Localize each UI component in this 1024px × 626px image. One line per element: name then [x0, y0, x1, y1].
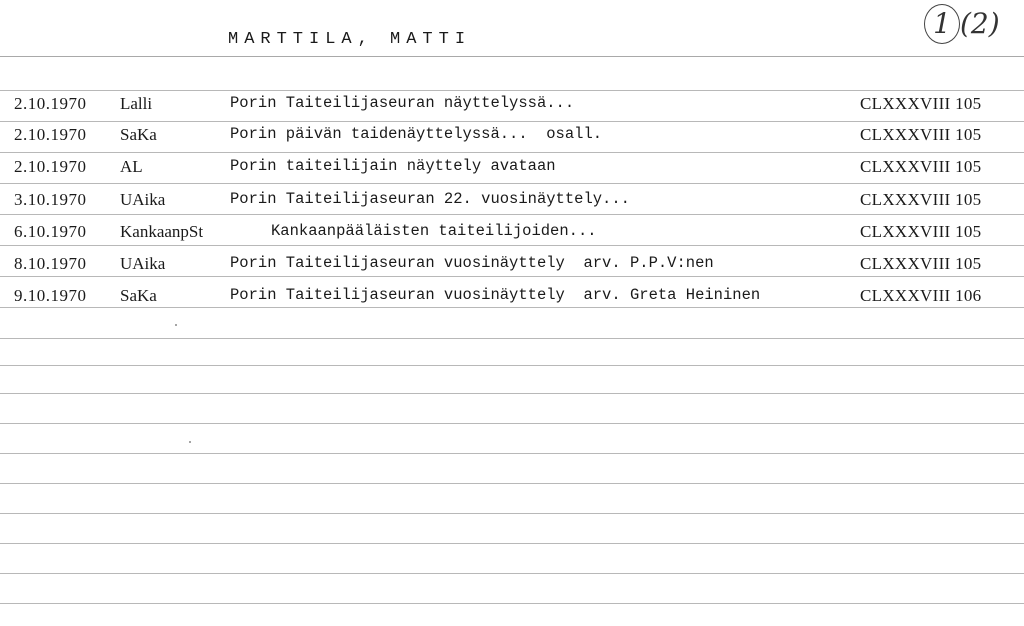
- card-title: MARTTILA, MATTI: [228, 30, 472, 49]
- entry-reference: CLXXXVIII 105: [860, 222, 982, 241]
- entry-headline: Porin Taiteilijaseuran vuosinäyttely arv. Greta Heininen: [230, 286, 761, 304]
- entry-date: 2.10.1970: [14, 125, 87, 144]
- entry-paper: Lalli: [120, 94, 153, 113]
- entry-reference: CLXXXVIII 105: [860, 190, 982, 209]
- entry-reference: CLXXXVIII 105: [860, 254, 982, 273]
- entry-reference: CLXXXVIII 105: [860, 125, 982, 144]
- entry-headline: Porin Taiteilijaseuran näyttelyssä...: [230, 94, 575, 112]
- ruled-line: [0, 365, 1024, 366]
- ruled-line: [0, 483, 1024, 484]
- entry-row: [0, 94, 1024, 118]
- entry-headline: Porin Taiteilijaseuran 22. vuosinäyttely...: [230, 190, 630, 208]
- entry-row: [0, 286, 1024, 310]
- ruled-line: [0, 543, 1024, 544]
- entry-headline: Porin päivän taidenäyttelyssä... osall.: [230, 125, 603, 143]
- ruled-line: [0, 338, 1024, 339]
- ruled-line: [0, 90, 1024, 91]
- ruled-line: [0, 152, 1024, 153]
- entry-headline: Porin Taiteilijaseuran vuosinäyttely arv. P.P.V:nen: [230, 254, 714, 272]
- entry-date: 9.10.1970: [14, 286, 87, 305]
- entry-paper: SaKa: [120, 286, 157, 305]
- entry-row: [0, 190, 1024, 214]
- entry-headline: Kankaanpääläisten taiteilijoiden...: [271, 222, 597, 240]
- entry-date: 2.10.1970: [14, 94, 87, 113]
- ruled-line: [0, 393, 1024, 394]
- entry-reference: CLXXXVIII 106: [860, 286, 982, 305]
- entry-paper: SaKa: [120, 125, 157, 144]
- entry-paper: KankaanpSt: [120, 222, 204, 241]
- speck: [189, 441, 191, 443]
- card-number-circled: 1: [924, 4, 960, 44]
- entry-row: [0, 125, 1024, 149]
- entry-paper: UAika: [120, 254, 166, 273]
- entry-paper: UAika: [120, 190, 166, 209]
- entry-reference: CLXXXVIII 105: [860, 94, 982, 113]
- header-rule: [0, 56, 1024, 57]
- entry-date: 8.10.1970: [14, 254, 87, 273]
- ruled-line: [0, 121, 1024, 122]
- ruled-line: [0, 214, 1024, 215]
- entry-date: 6.10.1970: [14, 222, 87, 241]
- entry-row: [0, 254, 1024, 278]
- ruled-line: [0, 513, 1024, 514]
- entry-date: 3.10.1970: [14, 190, 87, 209]
- ruled-line: [0, 573, 1024, 574]
- card-total: (2): [960, 7, 1000, 40]
- entry-headline: Porin taiteilijain näyttely avataan: [230, 157, 556, 175]
- entry-row: [0, 157, 1024, 181]
- card-number: [924, 4, 1000, 44]
- entry-row: [0, 222, 1024, 246]
- ruled-line: [0, 603, 1024, 604]
- entry-paper: AL: [120, 157, 143, 176]
- entry-date: 2.10.1970: [14, 157, 87, 176]
- ruled-line: [0, 183, 1024, 184]
- speck: [175, 324, 177, 326]
- ruled-line: [0, 423, 1024, 424]
- entry-reference: CLXXXVIII 105: [860, 157, 982, 176]
- ruled-line: [0, 453, 1024, 454]
